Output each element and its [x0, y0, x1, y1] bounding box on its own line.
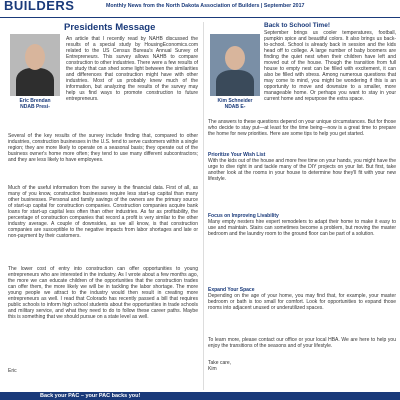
prioritize-paragraph: With the kids out of the house and more free time on your hands, you might have the urge to dive right in and tackle many of the DIY projects on your list. But first, take another look at the rooms in your house to determine how they'll fit with your new lifestyle. [208, 158, 396, 182]
president-caption-name: Eric Brendan [19, 98, 51, 104]
back-to-school-intro: September brings us cooler temperatures, football, pumpkin spice and beautiful colors. It also brings us back-to-school. School is already back in session and the kids head off to college. A large number of baby boomers are finding the quiet nest when their children have left and moved out of the house. Though the transition from full house to empty nest can be filled with excitement, it can also be filled with stress. Among numerous questions that may come to mind, you might be wondering if this is an opportunity to move and downsize to a smaller, more manageable home. Or perhaps you want to stay in your current home and repurpose the extra space. [264, 30, 396, 102]
logo: BUILDERS [4, 0, 75, 13]
back-to-school-title: Back to School Time! [264, 22, 330, 29]
heading-prioritize: Prioritize Your Wish List [208, 152, 266, 158]
president-photo [10, 34, 60, 96]
presidents-paragraph-3: Much of the useful information from the survey is the financial data. First of all, as many of you know, construction businesses require less start-up capital than many other businesses. Personal and family savings of the owners are the primary source of start-up capital for construction companies. Construction companies acquire bank loans for start-up capital less often than other industries. As far as profitability, the percentage of construction companies that record a profit is very similar to the other industry average. A couple of downsides, as we all know, is that construction companies are susceptible to the negative impacts from labor shortages and late or non-payment by their customers. [8, 185, 198, 239]
director-caption-name: Kim Schneider [217, 98, 253, 104]
masthead [0, 0, 400, 16]
presidents-paragraph-2: Several of the key results of the survey include finding that, compared to other industries, construction businesses in the U.S. tend to serve customers within a single region; they are more likely to operate on a seasonal basis; they operate out of the business owner's home more often; they tend to use many different subcontractors; and they are less likely to have employees. [8, 133, 198, 163]
presidents-paragraph-4: The lower cost of entry into construction can offer opportunities to young entrepreneurs who are interested in the industry. As I wrote about a few months ago, the more we can educate children of the opportunities that the construction trades can offer them, the more likely we will be in tackling the labor shortage. The more young people we attract to the industry would then result in creating more entrepreneurs as well. I read that Colorado has recently passed a bill that requires public schools to inform high school students about the opportunities in trade schools and military service, and what they need to do to follow these career paths. Maybe this is something that we should pursue on a state level as well. [8, 266, 198, 320]
president-caption-role: NDAB Presi- [20, 104, 50, 110]
heading-livability: Focus on Improving Livability [208, 213, 279, 219]
back-to-school-paragraph-2: The answers to these questions depend on your unique circumstances. But for those who decide to stay put—at least for the time being—now is a great time to prepare the home for new priorities. Here are some tips to help you get started. [208, 119, 396, 137]
presidents-intro: An article that I recently read by NAHB discussed the results of a special study by HousingEconomics.com related to the US Census Bureau's Annual Survey of Entrepreneurs. This survey allows NAHB to compare construction to other industries. There were a few results of the study that can shed some light between the similarities and differences that construction might have with other industries. Most of us probably knew much of the information, but analyzing the results of the survey may help us find ways to promote construction to future entrepreneurs. [66, 36, 198, 102]
presidents-signature: Eric [8, 368, 17, 374]
expand-paragraph: Depending on the age of your home, you may find that, for example, your master bedroom or bath is too small for comfort. Look for opportunities to expand those rooms into adjacent unused or underutilized spaces. [208, 293, 396, 311]
masthead-subtitle: Monthly News from the North Dakota Association of Builders | September 2017 [106, 3, 305, 9]
director-signature: Take care, Kim [208, 360, 232, 372]
heading-expand: Expand Your Space [208, 287, 255, 293]
director-caption-role: NDAB E- [224, 104, 246, 110]
contact-paragraph: To learn more, please contact our office or your local HBA. We are here to help you enjoy the transitions of the seasons and of your lifestyle. [208, 337, 396, 349]
livability-paragraph: Many empty nesters hire expert remodelers to adapt their home to make it easy to use and maintain. Stairs can sometimes become a problem, but moving the master bedroom and the laundry room to the ground floor can be part of a solution. [208, 219, 396, 237]
presidents-message-title: Presidents Message [64, 22, 156, 33]
column-divider [203, 22, 204, 390]
footer-pac-text: Back your PAC – your PAC backs you! [40, 393, 141, 399]
director-photo [210, 34, 260, 96]
header-rule [0, 17, 400, 18]
